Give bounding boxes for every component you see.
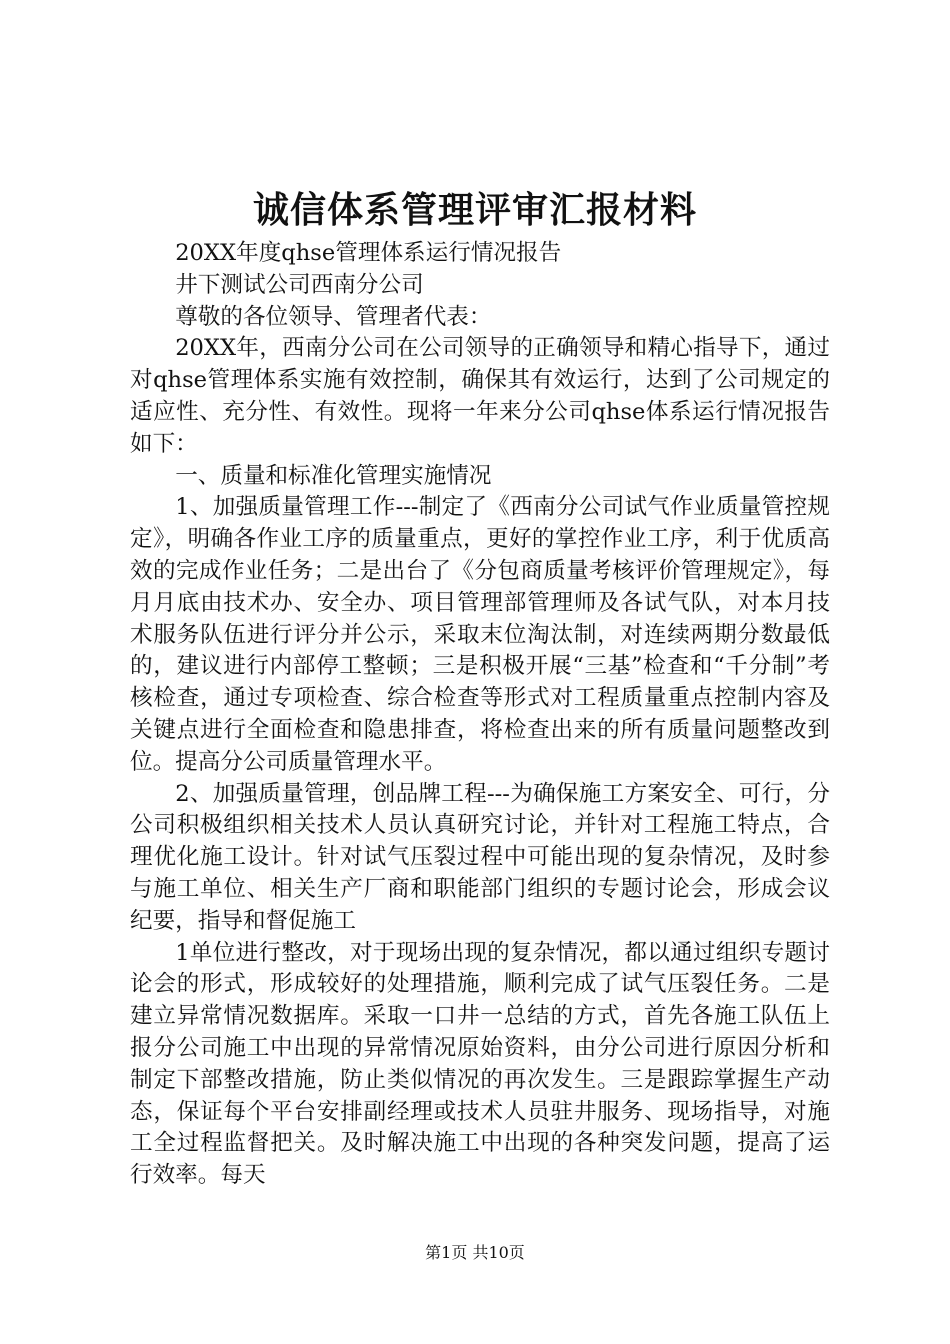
body-paragraph: 1、加强质量管理工作---制定了《西南分公司试气作业质量管控规定》，明确各作业工序的质量重点，更好的掌控作业工序，利于优质高效的完成作业任务；二是出台了《分包商质量考核评价管理规定》，每月月底由技术办、安全办、项目管理部管理师及各试气队，对本月技术服务队伍进行评分并公示，采取末位淘汰制，对连续两期分数最低的，建议进行内部停工整顿；三是积极开展“三基”检查和“千分制”考核检查，通过专项检查、综合检查等形式对工程质量重点控制内容及关键点进行全面检查和隐患排查，将检查出来的所有质量问题整改到位。提高分公司质量管理水平。 xyxy=(130,494,830,775)
intro-paragraph: 20XX年，西南分公司在公司领导的正确领导和精心指导下，通过对qhse管理体系实施有效控制，确保其有效运行，达到了公司规定的适应性、充分性、有效性。现将一年来分公司qhse体系运行情况报告如下： xyxy=(130,335,830,457)
page-number-footer: 第1页 共10页 xyxy=(425,1243,525,1262)
document-title: 诚信体系管理评审汇报材料 xyxy=(252,189,697,231)
salutation: 尊敬的各位领导、管理者代表： xyxy=(175,303,492,330)
body-paragraph: 1单位进行整改，对于现场出现的复杂情况，都以通过组织专题讨论会的形式，形成较好的处理措施，顺利完成了试气压裂任务。二是建立异常情况数据库。采取一口井一总结的方式，首先各施工队伍上报分公司施工中出现的异常情况原始资料，由分公司进行原因分析和制定下部整改措施，防止类似情况的再次发生。三是跟踪掌握生产动态，保证每个平台安排副经理或技术人员驻井服务、现场指导，对施工全过程监督把关。及时解决施工中出现的各种突发问题，提高了运行效率。每天 xyxy=(130,939,830,1189)
body-paragraph: 2、加强质量管理，创品牌工程---为确保施工方案安全、可行，分公司积极组织相关技术人员认真研究讨论，并针对工程施工特点，合理优化施工设计。针对试气压裂过程中可能出现的复杂情况，及时参与施工单位、相关生产厂商和职能部门组织的专题讨论会，形成会议纪要，指导和督促施工 xyxy=(130,780,830,934)
report-subtitle: 20XX年度qhse管理体系运行情况报告 xyxy=(175,240,562,266)
section-heading: 一、质量和标准化管理实施情况 xyxy=(175,462,492,489)
organization-name: 井下测试公司西南分公司 xyxy=(175,271,424,298)
document-body xyxy=(130,238,830,1192)
